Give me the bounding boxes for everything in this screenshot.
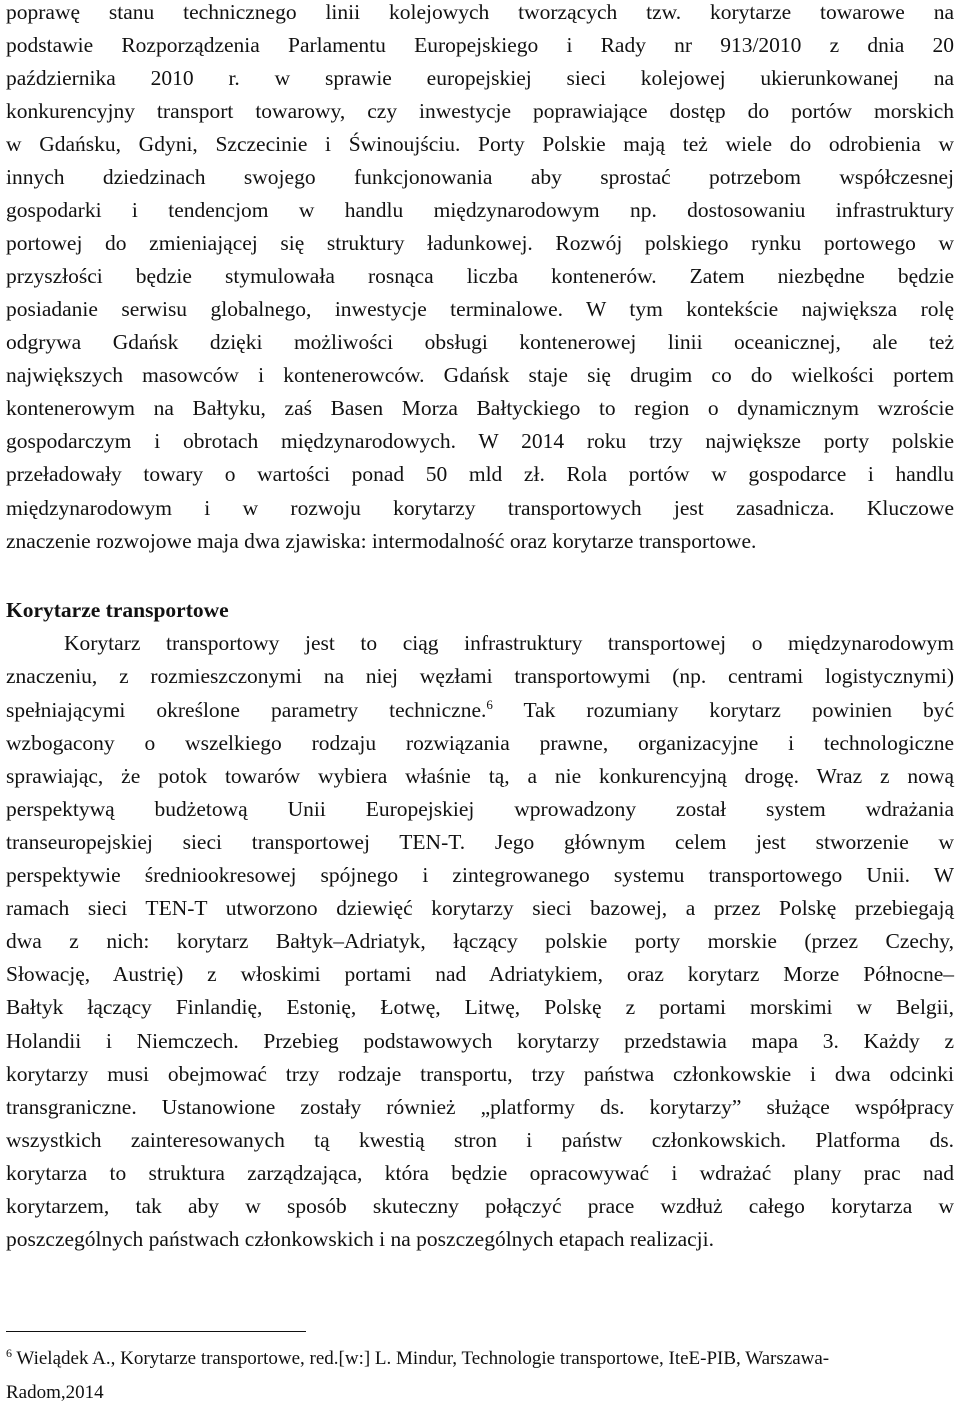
text-line: konkurencyjny transport towarowy, czy inwestycje poprawiające dostęp do portów morskich (6, 99, 954, 123)
text-line: posiadanie serwisu globalnego, inwestycje terminalowe. W tym kontekście największa rolę (6, 297, 954, 321)
text-line: korytarzem, tak aby w sposób skuteczny połączyć prace wzdłuż całego korytarza w (6, 1194, 954, 1218)
text-line: perspektywie średniookresowej spójnego i zintegrowanego systemu transportowego Unii. W (6, 863, 954, 887)
text-line: korytarzy musi obejmować trzy rodzaje transportu, trzy państwa członkowskie i dwa odcinki (6, 1062, 954, 1086)
text-line: sprawiając, że potok towarów wybiera właśnie tą, a nie konkurencyjną drogę. Wraz z nową (6, 764, 954, 788)
text-line: największych masowców i kontenerowców. Gdańsk staje się drugim co do wielkości portem (6, 363, 954, 387)
text-line-with-footnote (6, 694, 954, 727)
text-segment: spełniającymi określone parametry techniczne. (6, 698, 487, 722)
text-line: Holandii i Niemczech. Przebieg podstawowych korytarzy przedstawia mapa 3. Każdy z (6, 1029, 954, 1053)
footnote-text: Wielądek A., Korytarze transportowe, red.[w:] L. Mindur, Technologie transportowe, IteE-PIB, Warszawa- (16, 1348, 830, 1369)
text-line: poprawę stanu technicznego linii kolejowych tworzących tzw. korytarze towarowe na (6, 0, 954, 24)
text-line: innych dziedzinach swojego funkcjonowania aby sprostać potrzebom współczesnej (6, 165, 954, 189)
text-line: Korytarz transportowy jest to ciąg infrastruktury transportowej o międzynarodowym (64, 631, 954, 655)
text-line: w Gdańsku, Gdyni, Szczecinie i Świnoujściu. Porty Polskie mają też wiele do odrobienia w (6, 132, 954, 156)
footnote-line: Radom,2014 (6, 1382, 104, 1403)
text-line: transeuropejskiej sieci transportowej TEN-T. Jego głównym celem jest stworzenie w (6, 830, 954, 854)
text-line: Słowację, Austrię) z włoskimi portami nad Adriatykiem, oraz korytarz Morze Północne– (6, 962, 954, 986)
text-line: gospodarki i tendencjom w handlu międzynarodowym np. dostosowaniu infrastruktury (6, 198, 954, 222)
text-line: transgraniczne. Ustanowione zostały również „platformy ds. korytarzy” służące współpracy (6, 1095, 954, 1119)
text-line: wszystkich zainteresowanych tą kwestią stron i państw członkowskich. Platforma ds. (6, 1128, 954, 1152)
text-line: portowej do zmieniającej się struktury ładunkowej. Rozwój polskiego rynku portowego w (6, 231, 954, 255)
text-line: perspektywą budżetową Unii Europejskiej wprowadzony został system wdrażania (6, 797, 954, 821)
text-line: ramach sieci TEN-T utworzono dziewięć korytarzy sieci bazowej, a przez Polskę przebiegają (6, 896, 954, 920)
text-line: poszczególnych państwach członkowskich i na poszczególnych etapach realizacji. (6, 1227, 714, 1251)
footnote-line (6, 1344, 924, 1374)
text-line: wzbogacony o wszelkiego rodzaju rozwiązania prawne, organizacyjne i technologiczne (6, 731, 954, 755)
text-line: kontenerowym na Bałtyku, zaś Basen Morza Bałtyckiego to region o dynamicznym wzroście (6, 396, 954, 420)
text-line: korytarza to struktura zarządzająca, która będzie opracowywać i wdrażać plany prac nad (6, 1161, 954, 1185)
text-line: dwa z nich: korytarz Bałtyk–Adriatyk, łączący polskie porty morskie (przez Czechy, (6, 929, 954, 953)
text-line: Bałtyk łączący Finlandię, Estonię, Łotwę, Litwę, Polskę z portami morskimi w Belgii, (6, 995, 954, 1019)
footnote-reference: 6 (486, 697, 493, 712)
text-line: października 2010 r. w sprawie europejskiej sieci kolejowej ukierunkowanej na (6, 66, 954, 90)
text-line: odgrywa Gdańsk dzięki możliwości obsługi kontenerowej linii oceanicznej, ale też (6, 330, 954, 354)
text-line: gospodarczym i obrotach międzynarodowych. W 2014 roku trzy największe porty polskie (6, 429, 954, 453)
text-line: międzynarodowym i w rozwoju korytarzy transportowych jest zasadnicza. Kluczowe (6, 496, 954, 520)
footnote-separator (6, 1331, 306, 1332)
text-segment: Tak rozumiany korytarz powinien być (523, 698, 954, 722)
text-line: przeładowały towary o wartości ponad 50 mld zł. Rola portów w gospodarce i handlu (6, 462, 954, 486)
footnote-number: 6 (6, 1346, 12, 1360)
text-line: przyszłości będzie stymulowała rosnąca liczba kontenerów. Zatem niezbędne będzie (6, 264, 954, 288)
section-heading: Korytarze transportowe (6, 598, 229, 622)
text-line: znaczeniu, z rozmieszczonymi na niej węzłami transportowymi (np. centrami logistycznymi) (6, 664, 954, 688)
text-line: podstawie Rozporządzenia Parlamentu Europejskiego i Rady nr 913/2010 z dnia 20 (6, 33, 954, 57)
text-line: znaczenie rozwojowe maja dwa zjawiska: intermodalność oraz korytarze transportowe. (6, 529, 757, 553)
